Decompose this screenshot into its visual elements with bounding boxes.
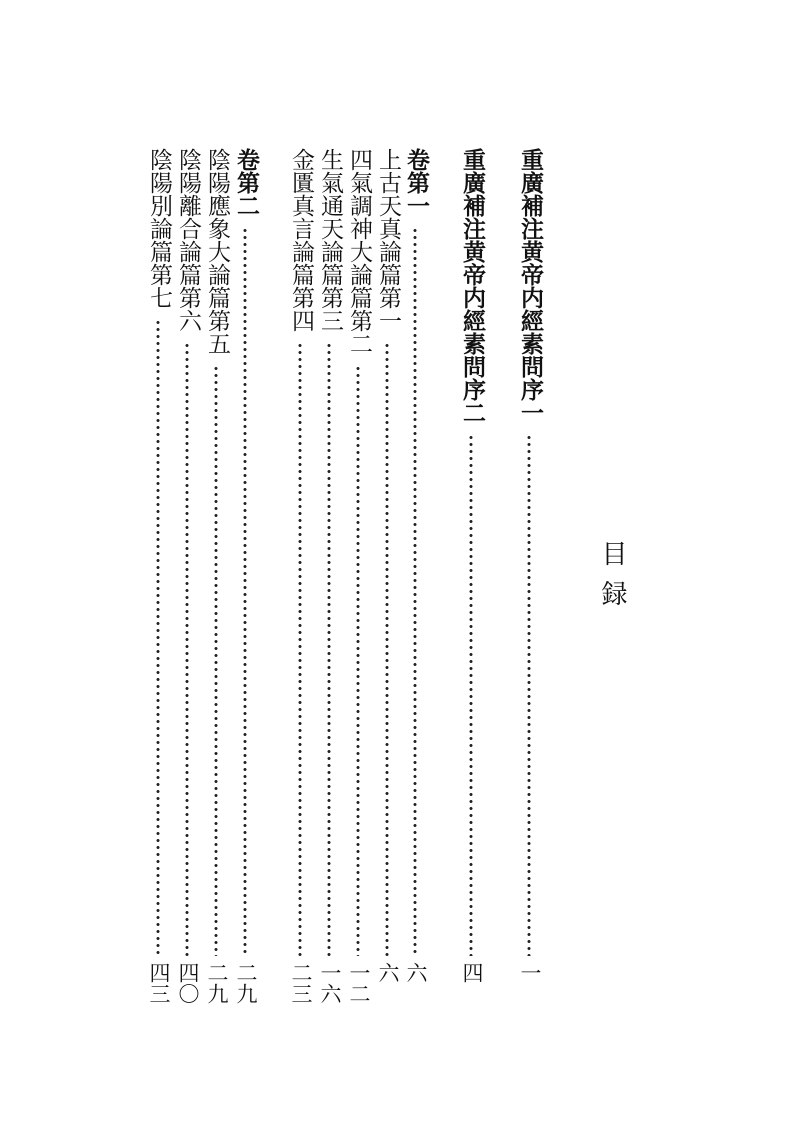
toc-page-number: 一 [518, 962, 542, 983]
toc-entry-label: 卷第二 [233, 148, 259, 217]
leader-dots [298, 342, 302, 956]
toc-page-number: 一二 [347, 962, 371, 1004]
toc-entry-chapter-2[interactable] [345, 148, 373, 1008]
toc-entry-label: 陰陽離合論篇第六 [175, 148, 201, 332]
leader-dots [469, 434, 473, 956]
toc-entry-chapter-1[interactable] [374, 148, 402, 1008]
leader-dots [214, 365, 218, 956]
toc-entry-chapter-6[interactable] [174, 148, 202, 1008]
toc-entry-label: 陰陽別論篇第七 [146, 148, 172, 309]
toc-entry-volume-2[interactable] [232, 148, 260, 1008]
leader-dots [385, 342, 389, 956]
toc-entry-label: 重廣補注黄帝内經素問序一 [517, 148, 543, 424]
toc-entry-label: 金匱真言論篇第四 [288, 148, 314, 332]
page-title: 目録 [597, 540, 627, 620]
leader-dots [243, 227, 247, 956]
toc-page-number: 一六 [318, 962, 342, 1004]
toc-entry-label: 重廣補注黄帝内經素問序二 [459, 148, 485, 424]
toc-entry-preface-2[interactable] [458, 148, 486, 1008]
leader-dots [327, 342, 331, 956]
toc-page-number: 四三 [147, 962, 171, 1004]
toc-page-number: 二九 [234, 962, 258, 1004]
toc-entry-label: 四氣調神大論篇第二 [346, 148, 372, 355]
toc-entry-chapter-4[interactable] [287, 148, 315, 1008]
toc-page-number: 六 [376, 962, 400, 983]
toc-entry-chapter-7[interactable] [145, 148, 173, 1008]
toc-entry-label: 上古天真論篇第一 [375, 148, 401, 332]
leader-dots [413, 227, 417, 956]
leader-dots [156, 319, 160, 956]
leader-dots [527, 434, 531, 956]
toc-page-number: 四〇 [176, 962, 200, 1004]
leader-dots [185, 342, 189, 956]
toc-entry-label: 陰陽應象大論篇第五 [204, 148, 230, 355]
toc-entry-chapter-3[interactable] [316, 148, 344, 1008]
toc-entry-volume-1[interactable] [402, 148, 430, 1008]
toc-entry-label: 生氣通天論篇第三 [317, 148, 343, 332]
toc-entry-preface-1[interactable] [516, 148, 544, 1008]
leader-dots [356, 365, 360, 956]
toc-page-number: 二三 [289, 962, 313, 1004]
toc-entry-label: 卷第一 [403, 148, 429, 217]
toc-entry-chapter-5[interactable] [203, 148, 231, 1008]
toc-page-number: 六 [404, 962, 428, 983]
toc-page-number: 二九 [205, 962, 229, 1004]
toc-page-number: 四 [460, 962, 484, 983]
